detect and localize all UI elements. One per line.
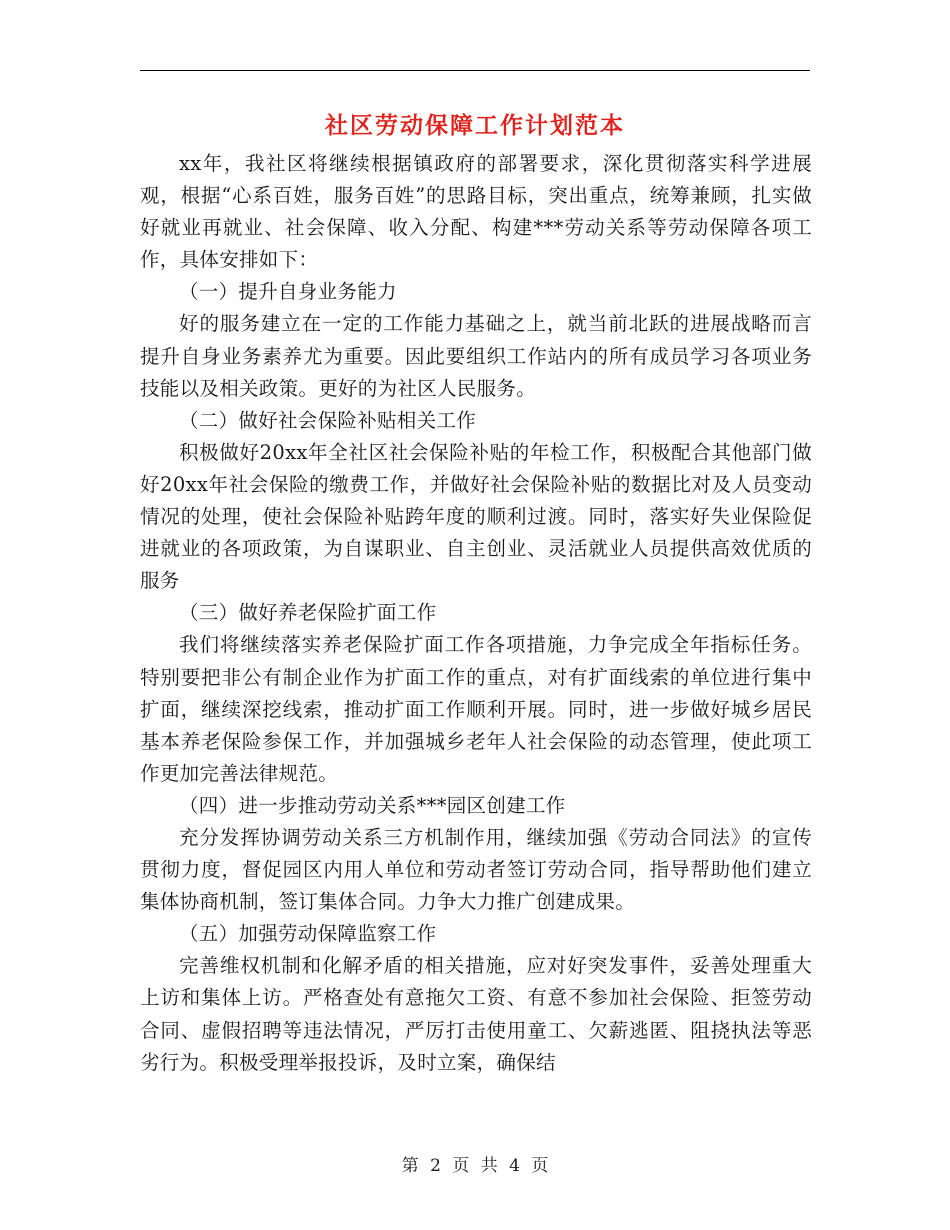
paragraph-section-5: 完善维权机制和化解矛盾的相关措施，应对好突发事件，妥善处理重大上访和集体上访。严格查处有意拖欠工资、有意不参加社会保险、拒签劳动合同、虚假招聘等违法情况，严厉打击使用童工、欠薪逃匿、阻挠执法等恶劣行为。积极受理举报投诉，及时立案，确保结 [140,954,812,1074]
paragraph-section-1: 好的服务建立在一定的工作能力基础之上，就当前北跃的进展战略而言提升自身业务素养尤为重要。因此要组织工作站内的所有成员学习各项业务技能以及相关政策。更好的为社区人民服务。 [140,312,812,400]
section-heading-2: （二）做好社会保险补贴相关工作 [179,408,477,432]
section-heading-5: （五）加强劳动保障监察工作 [179,922,437,946]
document-title: 社区劳动保障工作计划范本 [325,112,625,139]
paragraph-section-4: 充分发挥协调劳动关系三方机制作用，继续加强《劳动合同法》的宣传贯彻力度，督促园区内用人单位和劳动者签订劳动合同，指导帮助他们建立集体协商机制，签订集体合同。力争大力推广创建成果。 [140,825,812,914]
header-rule [140,70,810,71]
section-heading-3: （三）做好养老保险扩面工作 [179,601,437,625]
paragraph-section-3: 我们将继续落实养老保险扩面工作各项措施，力争完成全年指标任务。特别要把非公有制企业作为扩面工作的重点，对有扩面线索的单位进行集中扩面，继续深挖线索，推动扩面工作顺利开展。同时，进一步做好城乡居民基本养老保险参保工作，并加强城乡老年人社会保险的动态管理，使此项工作更加完善法律规范。 [140,633,812,785]
section-heading-1: （一）提升自身业务能力 [179,280,397,304]
page-number: 第 2 页 共 4 页 [401,1156,549,1176]
document-body [140,148,812,1079]
section-heading-4: （四）进一步推动劳动关系***园区创建工作 [179,793,566,817]
paragraph-intro: xx年，我社区将继续根据镇政府的部署要求，深化贯彻落实科学进展观，根据“心系百姓，服务百姓”的思路目标，突出重点，统筹兼顾，扎实做好就业再就业、社会保障、收入分配、构建***劳动关系等劳动保障各项工作，具体安排如下： [140,152,812,272]
paragraph-section-2: 积极做好20xx年全社区社会保险补贴的年检工作，积极配合其他部门做好20xx年社会保险的缴费工作，并做好社会保险补贴的数据比对及人员变动情况的处理，使社会保险补贴跨年度的顺利过渡。同时，落实好失业保险促进就业的各项政策，为自谋职业、自主创业、灵活就业人员提供高效优质的服务 [140,440,812,593]
